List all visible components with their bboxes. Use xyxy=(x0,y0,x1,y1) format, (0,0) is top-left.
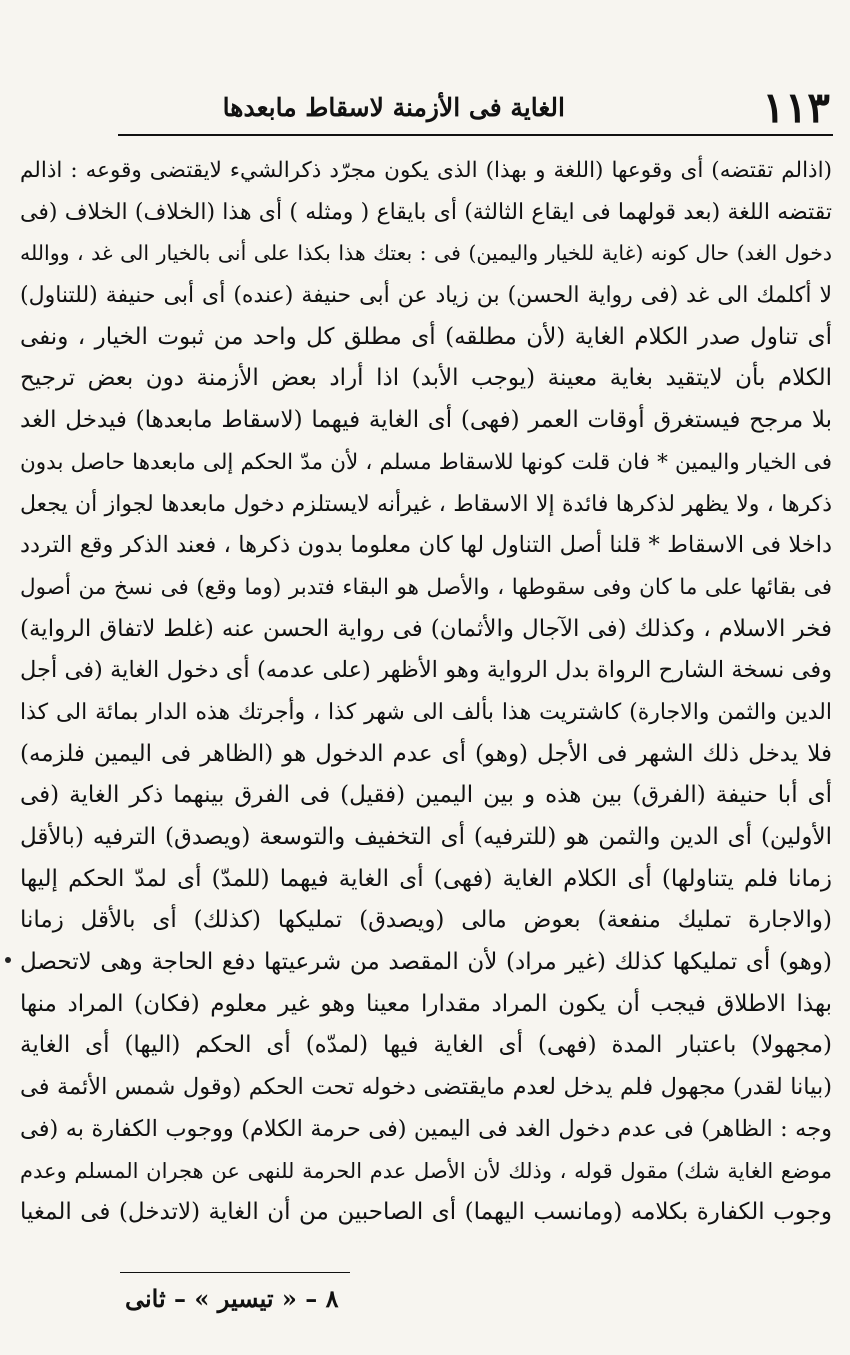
text-line: (بيانا لقدر) مجهول فلم يدخل لعدم مايقتضى دخوله تحت الحكم (وقول شمس الأئمة فى xyxy=(20,1074,832,1101)
text-line: الأولين) أى الدين والثمن هو (للترفيه) أى التخفيف والتوسعة (ويصدق) الترفيه (بالأقل xyxy=(20,824,832,850)
text-line: (وهو) أى تمليكها كذلك (غير مراد) لأن المقصد من شرعيتها دفع الحاجة وهى لاتحصل xyxy=(20,949,832,976)
page-header xyxy=(130,84,830,132)
running-title: الغاية فى الأزمنة لاسقاط مابعدها xyxy=(222,93,565,122)
text-line: بلا مرجح فيستغرق أوقات العمر (فهى) أى الغاية فيهما (لاسقاط مابعدها) فيدخل الغد xyxy=(20,407,832,434)
text-line: تقتضه اللغة (بعد قولهما فى ايقاع الثالثة) أى بايقاع ( ومثله ) أى هذا (الخلاف) الخلاف (فى xyxy=(20,199,832,225)
text-line: فى الخيار واليمين * فان قلت كونها للاسقاط مسلم ، لأن مدّ الحكم إلى مابعدها حاصل بدون xyxy=(20,449,832,475)
text-line: (اذالم تقتضه) أى وقوعها (اللغة و بهذا) الذى يكون مجرّد ذكرالشيء لايقتضى وقوعه : اذالم xyxy=(20,158,832,183)
text-line: لا أكلمك الى غد (فى رواية الحسن) بن زياد عن أبى حنيفة (عنده) أى أبى حنيفة (للتناول) xyxy=(20,283,832,309)
text-line: ذكرها ، ولا يظهر لذكرها فائدة إلا الاسقاط ، غيرأنه لايستلزم دخول مابعدها لجواز أن يجعل xyxy=(20,491,832,517)
page-number: ١١٣ xyxy=(762,83,830,132)
text-line: وجه : الظاهر) فى عدم دخول الغد فى اليمين (فى حرمة الكلام) ووجوب الكفارة به (فى xyxy=(20,1115,832,1142)
text-line: دخول الغد) حال كونه (غاية للخيار واليمين) فى : بعتك هذا بكذا على أنى بالخيار الى غد ، ووالله xyxy=(20,241,832,266)
text-line: فلا يدخل ذلك الشهر فى الأجل (وهو) أى عدم الدخول هو (الظاهر فى اليمين فلزمه) xyxy=(20,740,832,767)
text-line: بهذا الاطلاق فيجب أن يكون المراد مقدارا معينا وهو غير معلوم (فكان) المراد منها xyxy=(20,990,832,1017)
text-line: وجوب الكفارة بكلامه (ومانسب اليهما) أى الصاحبين من أن الغاية (لاتدخل) فى المغيا xyxy=(20,1199,832,1226)
header-divider xyxy=(118,134,833,136)
text-line: فى بقائها على ما كان وفى سقوطها ، والأصل هو البقاء فتدبر (وما وقع) فى نسخ من أصول xyxy=(20,574,832,600)
text-line: أى أبا حنيفة (الفرق) بين هذه و بين اليمين (فقيل) فى الفرق بينهما ذكر الغاية (فى xyxy=(20,782,832,809)
body-text xyxy=(20,150,832,1234)
margin-mark xyxy=(5,957,11,963)
text-line: (والاجارة تمليك منفعة) بعوض مالى (ويصدق) تمليكها (كذلك) أى بالأقل زمانا xyxy=(20,907,832,934)
text-line: زمانا فلم يتناولها) أى الكلام الغاية (فهى) أى الغاية فيهما (للمدّ) أى لمدّ الحكم إليها xyxy=(20,865,832,892)
text-line: موضع الغاية شك) مقول قوله ، وذلك لأن الأصل عدم الحرمة للنهى عن هجران المسلم وعدم xyxy=(20,1158,832,1183)
text-line: فخر الاسلام ، وكذلك (فى الآجال والأثمان) فى رواية الحسن عنه (غلط لاتفاق الرواية) xyxy=(20,615,832,642)
text-line: (مجهولا) باعتبار المدة (فهى) أى الغاية فيها (لمدّه) أى الحكم (اليها) أى الغاية xyxy=(20,1032,832,1059)
signature-mark: ٨ – « تيسير » – ثانى xyxy=(125,1284,339,1313)
text-line: الكلام بأن لايتقيد بغاية معينة (يوجب الأبد) اذا أراد بعض الأزمنة دون بعض ترجيح xyxy=(20,365,832,392)
text-line: وفى نسخة الشارح الرواة بدل الرواية وهو الأظهر (على عدمه) أى دخول الغاية (فى أجل xyxy=(20,657,832,684)
text-line: الدين والثمن والاجارة) كاشتريت هذا بألف الى شهر كذا ، وأجرتك هذه الدار بمائة الى كذا xyxy=(20,699,832,725)
text-line: أى تناول صدر الكلام الغاية (لأن مطلقه) أى مطلق كل واحد من ثبوت الخيار ، ونفى xyxy=(20,323,832,350)
text-line: داخلا فى الاسقاط * قلنا أصل التناول لها كان معلوما بدون ذكرها ، فعند الذكر وقع التردد xyxy=(20,532,832,559)
footer-divider xyxy=(120,1272,350,1273)
